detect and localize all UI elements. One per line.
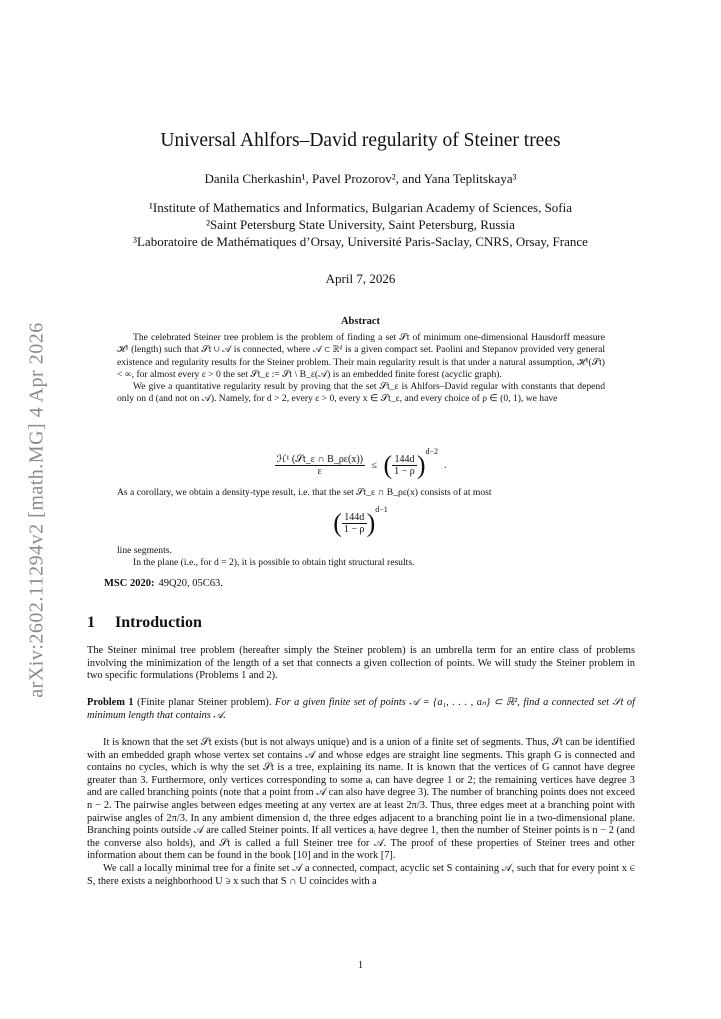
abstract-paragraph-3: As a corollary, we obtain a density-type result, i.e. that the set 𝒮t_ε ∩ B_ρε(x) consists of at most <box>117 487 492 498</box>
equation-lhs-fraction <box>275 454 366 477</box>
intro-block-2 <box>87 737 635 888</box>
equation-lhs-denominator: ε <box>317 466 322 478</box>
abstract-paragraph-4: line segments. <box>117 545 172 556</box>
abstract-equation-2 <box>0 505 721 539</box>
abstract-block-3 <box>117 545 605 570</box>
abstract-paragraph-1: The celebrated Steiner tree problem is the problem of finding a set 𝒮t of minimum one-dimensional Hausdorff measure ℋ¹ (length) such that 𝒮t ∪ 𝒜 is connected, where 𝒜 ⊂ ℝᵈ is a given compact set. Paolini and Stepanov provided very general existence and regularity results for the Steiner problem. Their main regularity result is that under a natural assumption, ℋ¹(𝒮t) < ∞, for almost every ε > 0 the set 𝒮t_ε := 𝒮t \ B_ε(𝒜) is an embedded finite forest (acyclic graph). <box>117 332 605 380</box>
open-paren: ( <box>333 508 342 538</box>
abstract-paragraph-5: In the plane (i.e., for d = 2), it is possible to obtain tight structural results. <box>133 557 415 569</box>
equation2-denominator: 1 − ρ <box>343 524 365 536</box>
equation-lhs-numerator: ℋ¹ (𝒮t_ε ∩ B_ρε(x)) <box>276 454 363 466</box>
abstract-paragraph-2: We give a quantitative regularity result by proving that the set 𝒮t_ε is Ahlfors–David regular with constants that depend only on d (and not on 𝒜). Namely, for d > 2, every ε > 0, every x ∈ 𝒮t_ε, and every choice of ρ ∈ (0, 1), we have <box>117 381 605 405</box>
section-number: 1 <box>87 614 95 631</box>
intro-paragraph-1: The Steiner minimal tree problem (hereafter simply the Steiner problem) is an umbrella term for an entire class of problems involving the minimization of the length of a set that connects a given collection of points. We will study the Steiner problem in two specific formulations (Problems 1 and 2). <box>87 645 635 682</box>
affiliation-3: ³Laboratoire de Mathématiques d’Orsay, Université Paris-Saclay, CNRS, Orsay, France <box>133 234 588 249</box>
close-paren: ) <box>416 450 426 480</box>
paper-date: April 7, 2026 <box>325 271 396 286</box>
abstract-block-1 <box>117 332 605 406</box>
problem-1-block <box>87 697 635 722</box>
abstract-block-2 <box>117 487 605 499</box>
affiliation-1: ¹Institute of Mathematics and Informatics, Bulgarian Academy of Sciences, Sofia <box>148 200 573 215</box>
paper-title: Universal Ahlfors–David regularity of Steiner trees <box>160 130 561 151</box>
equation2-numerator: 144d <box>342 512 367 524</box>
affiliations <box>0 199 721 250</box>
equation-rhs-denominator: 1 − ρ <box>394 466 415 478</box>
equation-tail: . <box>444 460 447 472</box>
problem-1-name: (Finite planar Steiner problem). <box>137 697 272 708</box>
equation-rhs-fraction <box>392 454 417 477</box>
abstract-heading: Abstract <box>340 316 381 327</box>
msc-line <box>104 578 223 589</box>
equation-rhs-numerator: 144d <box>392 454 417 466</box>
problem-1 <box>87 697 635 722</box>
msc-value: 49Q20, 05C63. <box>158 578 223 589</box>
page-number: 1 <box>357 960 364 971</box>
msc-label: MSC 2020: <box>104 578 155 589</box>
equation-relation: ≤ <box>371 460 377 472</box>
section-heading <box>87 614 202 632</box>
intro-paragraph-3: We call a locally minimal tree for a finite set 𝒜 a connected, compact, acyclic set S containing 𝒜, such that for every point x ∈ S, there exists a neighborhood U ∋ x such that S ∩ U coincides with a <box>87 862 635 887</box>
author-list: Danila Cherkashin¹, Pavel Prozorov², and Yana Teplitskaya³ <box>204 171 517 186</box>
equation2-fraction <box>342 512 367 535</box>
open-paren: ( <box>383 450 393 480</box>
problem-1-label: Problem 1 <box>87 697 134 708</box>
intro-paragraph-2: It is known that the set 𝒮t exists (but is not always unique) and is a union of a finite set of segments. Thus, 𝒮t can be identified with an embedded graph whose vertex set contains 𝒜 and whose edges are straight line segments. This graph G is connected and contains no cycles, which is why the set 𝒮t is a tree, explaining its name. It is known that the vertices of G cannot have degree greater than 3. Furthermore, only vertices corresponding to some aᵢ can have degree 1 or 2; the remaining vertices have degree 3 and are called branching points (note that a point from 𝒜 can also have degree 3). The number of branching points does not exceed n − 2. The pairwise angles between edges meeting at any vertex are at least 2π/3. Thus, three edges meet at a branching point with pairwise angles of 2π/3. In any ambient dimension d, the three edges adjacent to a branching point lie in a two-dimensional plane. Branching points outside 𝒜 are called Steiner points. If all vertices aᵢ have degree 1, then the number of Steiner points is n − 2 (and the converse also holds), and 𝒮t is called a full Steiner tree for 𝒜. The proof of these properties of Steiner trees and other information about them can be found in the book [10] and in the work [7]. <box>87 737 635 862</box>
problem-1-statement: For a given finite set of points 𝒜 = {a₁, . . . , aₙ} ⊂ ℝ², find a connected set 𝒮t of minimum length that contains 𝒜. <box>87 697 636 721</box>
intro-block-1 <box>87 645 635 683</box>
equation-rhs-exponent: d−2 <box>425 447 438 456</box>
equation2-exponent: d−1 <box>375 505 388 514</box>
section-title: Introduction <box>115 614 202 631</box>
affiliation-2: ²Saint Petersburg State University, Saint Petersburg, Russia <box>206 217 515 232</box>
arxiv-stamp: arXiv:2602.11294v2 [math.MG] 4 Apr 2026 <box>25 322 48 698</box>
abstract-equation-1 <box>0 447 721 481</box>
close-paren: ) <box>366 508 376 538</box>
